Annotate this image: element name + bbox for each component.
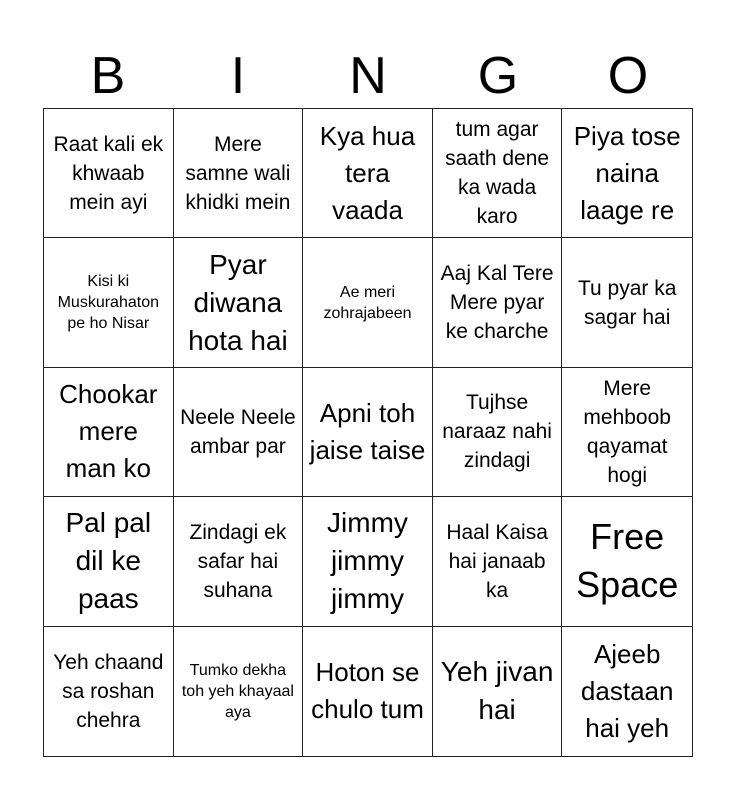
bingo-cell[interactable]: Jimmy jimmy jimmy xyxy=(303,497,433,626)
header-letter-g: G xyxy=(477,47,519,105)
bingo-cell[interactable]: Aaj Kal Tere Mere pyar ke charche xyxy=(433,238,563,367)
bingo-cell[interactable]: Tumko dekha toh yeh khayaal aya xyxy=(174,627,304,756)
bingo-cell[interactable]: Hoton se chulo tum xyxy=(303,627,433,756)
bingo-cell[interactable]: tum agar saath dene ka wada karo xyxy=(433,109,563,238)
bingo-cell[interactable]: Kya hua tera vaada xyxy=(303,109,433,238)
bingo-cell[interactable]: Raat kali ek khwaab mein ayi xyxy=(44,109,174,238)
bingo-cell[interactable]: Apni toh jaise taise xyxy=(303,368,433,497)
bingo-cell[interactable]: Yeh jivan hai xyxy=(433,627,563,756)
bingo-grid xyxy=(43,108,693,757)
bingo-cell[interactable]: Piya tose naina laage re xyxy=(562,109,692,238)
header-letter-n: N xyxy=(349,47,387,105)
bingo-cell[interactable]: Chookar mere man ko xyxy=(44,368,174,497)
header-letter-b: B xyxy=(90,47,126,105)
bingo-cell[interactable]: Tu pyar ka sagar hai xyxy=(562,238,692,367)
bingo-cell[interactable]: Tujhse naraaz nahi zindagi xyxy=(433,368,563,497)
free-space-cell[interactable]: Free Space xyxy=(562,497,692,626)
bingo-cell[interactable]: Zindagi ek safar hai suhana xyxy=(174,497,304,626)
bingo-header xyxy=(43,44,693,108)
bingo-cell[interactable]: Ae meri zohrajabeen xyxy=(303,238,433,367)
bingo-cell[interactable]: Neele Neele ambar par xyxy=(174,368,304,497)
bingo-cell[interactable]: Pyar diwana hota hai xyxy=(174,238,304,367)
bingo-cell[interactable]: Kisi ki Muskurahaton pe ho Nisar xyxy=(44,238,174,367)
bingo-cell[interactable]: Pal pal dil ke paas xyxy=(44,497,174,626)
bingo-cell[interactable]: Ajeeb dastaan hai yeh xyxy=(580,638,674,743)
header-letter-o: O xyxy=(607,47,649,105)
header-letter-i: I xyxy=(230,47,246,105)
bingo-cell[interactable]: Mere mehboob qayamat hogi xyxy=(562,368,692,497)
bingo-cell[interactable]: Yeh chaand sa roshan chehra xyxy=(44,627,174,756)
bingo-cell[interactable]: Mere samne wali khidki mein xyxy=(174,109,304,238)
bingo-cell[interactable]: Haal Kaisa hai janaab ka xyxy=(433,497,563,626)
